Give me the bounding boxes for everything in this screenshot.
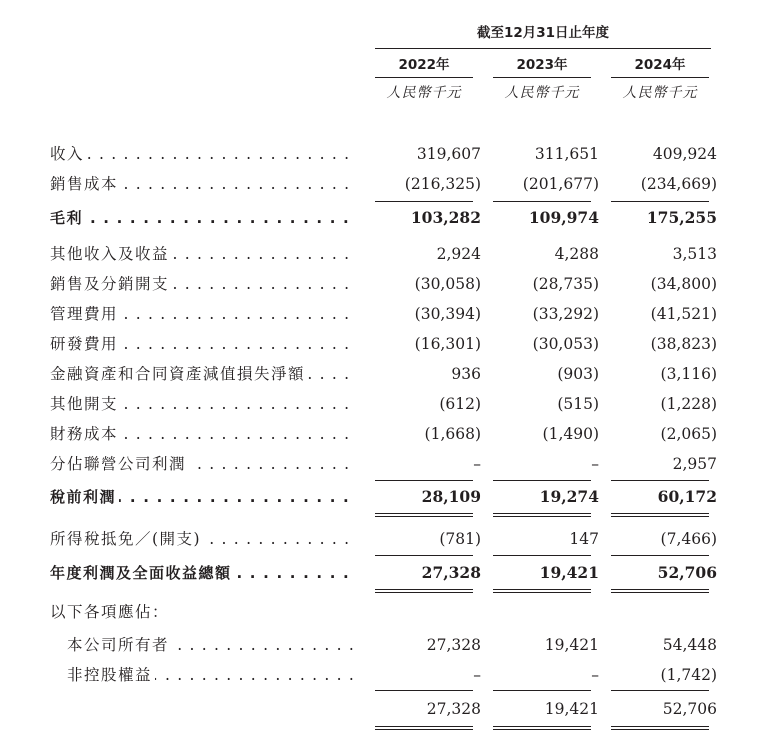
row-label: 其他開支 . . . xyxy=(50,389,355,419)
row-other-expenses xyxy=(0,389,777,419)
value-2024: (38,823) xyxy=(650,335,717,353)
subtotal-rule xyxy=(611,513,709,514)
row-admin-expenses xyxy=(0,299,777,329)
value-2023: 19,274 xyxy=(539,487,599,506)
row-profit-before-tax xyxy=(0,482,777,512)
row-attributable-heading xyxy=(0,597,777,627)
row-label: 管理費用 . . . xyxy=(50,299,355,329)
subtotal-rule xyxy=(375,480,473,481)
value-2024: (7,466) xyxy=(660,530,717,548)
subtotal-rule xyxy=(611,592,709,593)
value-2022: 319,607 xyxy=(416,145,481,163)
subtotal-rule xyxy=(493,201,591,202)
row-label: 銷售及分銷開支 . . . xyxy=(50,269,355,299)
row-impairment-losses xyxy=(0,359,777,389)
subtotal-rule xyxy=(375,513,473,514)
value-2022: (1,668) xyxy=(424,425,481,443)
value-2024: (1,742) xyxy=(660,666,717,684)
value-2024: (41,521) xyxy=(650,305,717,323)
subtotal-rule xyxy=(375,726,473,727)
value-2022: (30,058) xyxy=(414,275,481,293)
subtotal-rule xyxy=(493,690,591,691)
unit-label: 人民幣千元 xyxy=(504,85,580,101)
value-2023: (30,053) xyxy=(532,335,599,353)
subtotal-rule xyxy=(611,480,709,481)
year-heading-2022: 2022年 xyxy=(398,57,450,73)
row-label: 所得稅抵免／(開支) . . . xyxy=(50,524,355,554)
value-2022: (30,394) xyxy=(414,305,481,323)
row-label: 本公司所有者 . . . xyxy=(67,630,355,660)
unit-label: 人民幣千元 xyxy=(386,85,462,101)
row-owners-of-company xyxy=(0,630,777,660)
value-2023: 19,421 xyxy=(544,636,599,654)
value-2023: – xyxy=(591,455,599,473)
value-2023: 4,288 xyxy=(554,245,599,263)
unit-label: 人民幣千元 xyxy=(622,85,698,101)
row-income-tax xyxy=(0,524,777,554)
row-label: 收入 . . . xyxy=(50,139,355,169)
value-2022: 103,282 xyxy=(410,208,481,227)
value-2023: 147 xyxy=(569,530,599,548)
value-2024: (3,116) xyxy=(660,365,717,383)
value-2022: (781) xyxy=(439,530,481,548)
row-label: 財務成本 . . . xyxy=(50,419,355,449)
value-2022: 2,924 xyxy=(436,245,481,263)
value-2022: 28,109 xyxy=(421,487,481,506)
row-other-income xyxy=(0,239,777,269)
period-heading-rule xyxy=(375,48,711,49)
value-2023: 311,651 xyxy=(534,145,599,163)
value-2022: (612) xyxy=(439,395,481,413)
row-label: 以下各項應佔： xyxy=(50,597,355,627)
value-2024: 2,957 xyxy=(672,455,717,473)
subtotal-rule xyxy=(611,516,709,517)
value-2024: 175,255 xyxy=(646,208,717,227)
value-2024: 52,706 xyxy=(657,563,717,582)
value-2022: (16,301) xyxy=(414,335,481,353)
period-heading: 截至12月31日止年度 xyxy=(476,25,610,41)
year-rule xyxy=(375,77,473,78)
value-2024: (2,065) xyxy=(660,425,717,443)
value-2024: 409,924 xyxy=(652,145,717,163)
value-2023: (201,677) xyxy=(522,175,599,193)
subtotal-rule xyxy=(493,589,591,590)
subtotal-rule xyxy=(493,726,591,727)
row-cost-of-sales xyxy=(0,169,777,199)
subtotal-rule xyxy=(375,690,473,691)
subtotal-rule xyxy=(375,592,473,593)
row-gross-profit xyxy=(0,203,777,233)
row-label: 其他收入及收益 . . . xyxy=(50,239,355,269)
subtotal-rule xyxy=(611,589,709,590)
value-2023: (903) xyxy=(557,365,599,383)
subtotal-rule xyxy=(493,480,591,481)
row-label: 非控股權益 . . . xyxy=(67,660,355,690)
value-2022: – xyxy=(473,666,481,684)
subtotal-rule xyxy=(611,726,709,727)
row-finance-costs xyxy=(0,419,777,449)
value-2023: (33,292) xyxy=(532,305,599,323)
subtotal-rule xyxy=(375,729,473,730)
subtotal-rule xyxy=(493,513,591,514)
year-heading-2024: 2024年 xyxy=(634,57,686,73)
subtotal-rule xyxy=(611,201,709,202)
row-label: 毛利 . . . xyxy=(50,203,355,233)
subtotal-rule xyxy=(375,201,473,202)
value-2022: 27,328 xyxy=(426,700,481,718)
value-2024: 52,706 xyxy=(662,700,717,718)
value-2022: 27,328 xyxy=(421,563,481,582)
value-2024: 3,513 xyxy=(672,245,717,263)
value-2024: (234,669) xyxy=(640,175,717,193)
subtotal-rule xyxy=(375,589,473,590)
subtotal-rule xyxy=(611,729,709,730)
value-2024: 60,172 xyxy=(657,487,717,506)
value-2024: (34,800) xyxy=(650,275,717,293)
value-2023: (515) xyxy=(557,395,599,413)
row-share-of-associates xyxy=(0,449,777,479)
value-2023: (1,490) xyxy=(542,425,599,443)
row-revenue xyxy=(0,139,777,169)
row-label: 分佔聯營公司利潤 . . . xyxy=(50,449,355,479)
subtotal-rule xyxy=(375,555,473,556)
value-2024: (1,228) xyxy=(660,395,717,413)
subtotal-rule xyxy=(611,555,709,556)
row-label: 研發費用 . . . xyxy=(50,329,355,359)
value-2023: (28,735) xyxy=(532,275,599,293)
value-2022: 27,328 xyxy=(426,636,481,654)
value-2024: 54,448 xyxy=(662,636,717,654)
row-attributable-total xyxy=(0,694,777,724)
row-profit-for-year xyxy=(0,558,777,588)
row-rd-expenses xyxy=(0,329,777,359)
row-label: 銷售成本 . . . xyxy=(50,169,355,199)
year-rule xyxy=(493,77,591,78)
subtotal-rule xyxy=(493,729,591,730)
value-2023: – xyxy=(591,666,599,684)
value-2022: (216,325) xyxy=(404,175,481,193)
row-label: 金融資產和合同資產減值損失淨額 . . . xyxy=(50,359,355,389)
subtotal-rule xyxy=(375,516,473,517)
value-2023: 109,974 xyxy=(528,208,599,227)
subtotal-rule xyxy=(493,592,591,593)
year-heading-2023: 2023年 xyxy=(516,57,568,73)
row-selling-expenses xyxy=(0,269,777,299)
subtotal-rule xyxy=(611,690,709,691)
value-2022: – xyxy=(473,455,481,473)
value-2023: 19,421 xyxy=(539,563,599,582)
year-rule xyxy=(611,77,709,78)
row-label: 稅前利潤 . . . xyxy=(50,482,355,512)
subtotal-rule xyxy=(493,555,591,556)
row-non-controlling-interests xyxy=(0,660,777,690)
value-2023: 19,421 xyxy=(544,700,599,718)
value-2022: 936 xyxy=(451,365,481,383)
row-label: 年度利潤及全面收益總額 . . . xyxy=(50,558,355,588)
subtotal-rule xyxy=(493,516,591,517)
